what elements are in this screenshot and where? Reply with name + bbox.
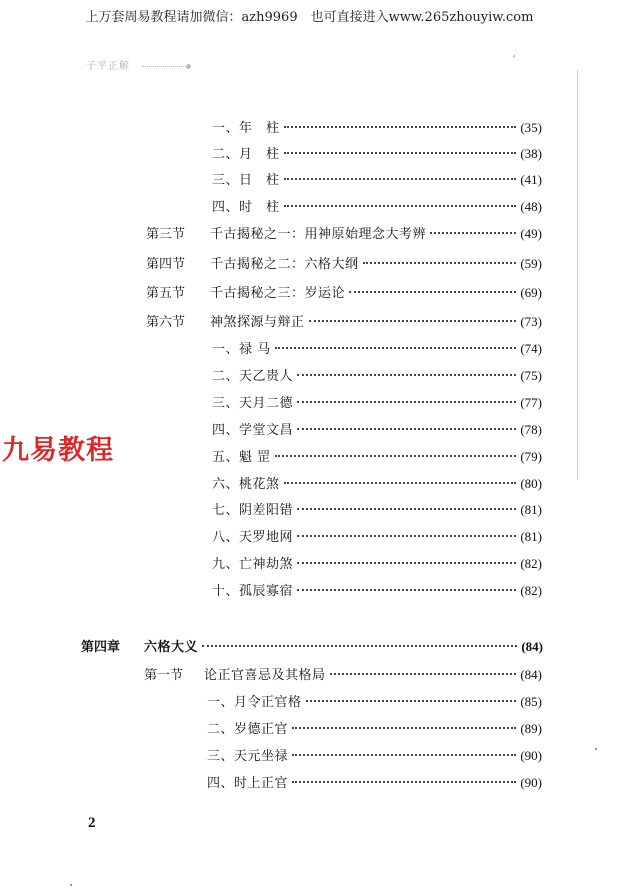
dot-leader [309,320,517,322]
dot-leader [292,754,516,756]
scan-speck [595,748,597,750]
toc-entry[interactable] [212,169,542,187]
toc-page-number: (81) [520,529,542,544]
toc-entry[interactable] [212,526,542,544]
toc-section-entry[interactable] [146,282,542,300]
dot-leader [363,262,517,264]
toc-entry-title: 八、天罗地网 [212,530,294,545]
top-banner: 上万套周易教程请加微信：azh9969 也可直接进入www.265zhouyiw.com [85,10,534,25]
toc-page-number: (41) [520,172,542,187]
toc-page-number: (48) [520,199,542,214]
toc-entry[interactable] [212,365,542,383]
toc-section-entry[interactable] [144,664,542,682]
dot-leader [275,455,517,457]
toc-entry-title: 论正官喜忌及其格局 [204,668,326,683]
toc-entry-title: 千古揭秘之三：岁运论 [210,286,346,301]
scan-speck [70,884,72,886]
toc-entry-title: 一、月令正官格 [207,695,302,710]
toc-page-number: (79) [520,449,542,464]
dot-leader [284,152,517,154]
toc-entry[interactable] [212,473,542,491]
toc-page-number: (85) [520,694,542,709]
toc-entry-title: 七、阴差阳错 [212,503,294,518]
dot-leader [297,428,516,430]
dot-leader [297,589,516,591]
toc-entry[interactable] [207,691,542,709]
running-header: 子平正解 [86,61,130,72]
toc-section-number: 第一节 [144,668,184,683]
toc-entry[interactable] [212,196,542,214]
header-rule [142,66,186,67]
toc-section-number: 第三节 [146,227,186,242]
toc-page-number: (69) [520,285,542,300]
watermark-text: 九易教程 [2,435,114,466]
dot-leader [202,645,517,647]
toc-entry-title: 三、日 柱 [212,173,280,188]
toc-section-entry[interactable] [146,253,542,271]
toc-entry[interactable] [212,553,542,571]
toc-entry[interactable] [212,392,542,410]
dot-leader [284,205,517,207]
toc-entry-title: 四、时 柱 [212,200,280,215]
toc-page-number: (38) [520,146,542,161]
header-dot [186,64,191,69]
toc-page-number: (78) [520,422,542,437]
toc-entry-title: 三、天月二德 [212,396,294,411]
dot-leader [297,562,516,564]
dot-leader [306,700,517,702]
dot-leader [330,673,517,675]
dot-leader [430,232,516,234]
toc-page-number: (82) [520,583,542,598]
toc-page-number: (49) [520,226,542,241]
toc-entry[interactable] [212,143,542,161]
page-edge-line [577,70,578,480]
toc-page-number: (90) [520,748,542,763]
toc-section-number: 第六节 [146,315,186,330]
toc-page-number: (84) [521,639,543,654]
toc-page-number: (82) [520,556,542,571]
dot-leader [297,535,516,537]
dot-leader [284,126,517,128]
toc-page-number: (75) [520,368,542,383]
dot-leader [297,374,516,376]
toc-chapter-number: 第四章 [81,640,121,655]
toc-entry-title: 四、时上正官 [207,776,289,791]
toc-entry[interactable] [212,499,542,517]
dot-leader [284,178,517,180]
dot-leader [292,727,516,729]
toc-entry-title: 十、孤辰寡宿 [212,584,294,599]
toc-entry[interactable] [207,718,542,736]
toc-page-number: (90) [520,775,542,790]
dot-leader [284,482,517,484]
toc-page-number: (81) [520,502,542,517]
toc-entry[interactable] [212,446,542,464]
dot-leader [349,291,516,293]
toc-entry-title: 一、年 柱 [212,121,280,136]
toc-entry[interactable] [207,745,542,763]
toc-entry-title: 神煞探源与辩正 [210,315,305,330]
toc-page-number: (73) [520,314,542,329]
toc-entry-title: 六格大义 [144,640,199,655]
toc-page-number: (84) [520,667,542,682]
dot-leader [275,347,517,349]
dot-leader [297,401,516,403]
toc-entry-title: 一、禄 马 [212,342,271,357]
toc-section-number: 第五节 [146,286,186,301]
toc-entry-title: 千古揭秘之二：六格大纲 [210,257,359,272]
toc-chapter-entry[interactable] [81,636,543,654]
toc-entry-title: 三、天元坐禄 [207,749,289,764]
toc-entry-title: 九、亡神劫煞 [212,557,294,572]
toc-entry-title: 千古揭秘之一：用神原始理念大考辨 [210,227,427,242]
scan-mark: ′ [513,55,516,66]
toc-entry-title: 六、桃花煞 [212,477,280,492]
toc-section-entry[interactable] [146,311,542,329]
toc-entry[interactable] [212,419,542,437]
toc-entry-title: 五、魁 罡 [212,450,271,465]
toc-section-entry[interactable] [146,223,542,241]
toc-entry[interactable] [212,338,542,356]
page-number: 2 [88,815,96,831]
toc-page-number: (89) [520,721,542,736]
toc-page-number: (74) [520,341,542,356]
toc-entry[interactable] [212,117,542,135]
toc-entry[interactable] [212,580,542,598]
dot-leader [297,508,516,510]
toc-entry-title: 二、岁德正官 [207,722,289,737]
toc-entry-title: 四、学堂文昌 [212,423,294,438]
toc-page-number: (59) [520,256,542,271]
toc-entry-title: 二、天乙贵人 [212,369,294,384]
toc-entry-title: 二、月 柱 [212,147,280,162]
dot-leader [292,781,516,783]
toc-page-number: (77) [520,395,542,410]
toc-entry[interactable] [207,772,542,790]
toc-page-number: (35) [520,120,542,135]
toc-section-number: 第四节 [146,257,186,272]
toc-page-number: (80) [520,476,542,491]
